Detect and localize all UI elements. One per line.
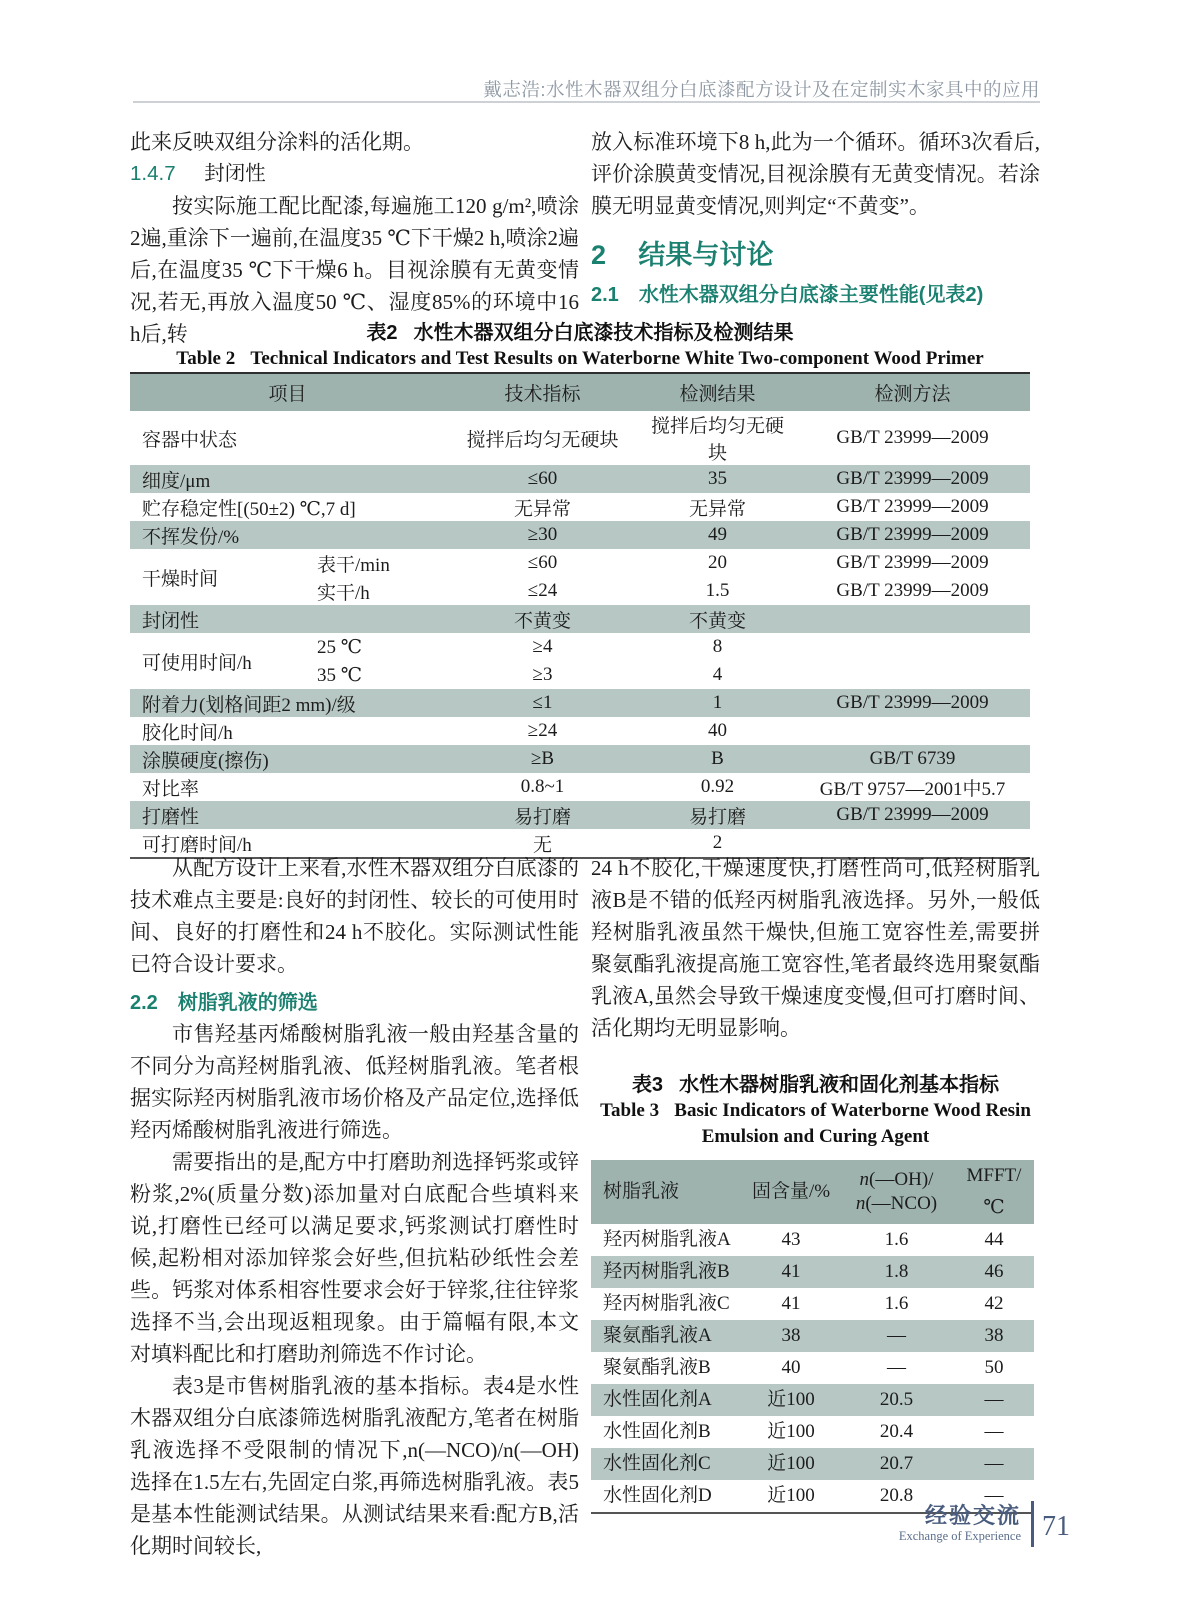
heading-number: 2.1 bbox=[591, 284, 619, 306]
table-cell: GB/T 23999—2009 bbox=[836, 552, 989, 573]
heading-number: 1.4.7 bbox=[130, 162, 176, 185]
paragraph: 需要指出的是,配方中打磨助剂选择钙浆或锌粉浆,2%(质量分数)添加量对白底配合些填料来说,打磨性已经可以满足要求,钙浆测试打磨性时候,起粉相对添加锌浆会好些,但抗粘砂纸性会差些。钙浆对体系相容性要求会好于锌浆,往往锌浆选择不当,会出现返粗现象。由于篇幅有限,本文对填料配比和打磨助剂筛选不作讨论。 bbox=[130, 1150, 579, 1366]
table-row bbox=[130, 633, 1030, 661]
table-cell: 42 bbox=[984, 1293, 1004, 1314]
table-row bbox=[591, 1448, 1034, 1480]
caption-text: 水性木器双组分白底漆技术指标及检测结果 bbox=[413, 322, 794, 344]
table-cell: — bbox=[984, 1421, 1004, 1442]
left-column-mid bbox=[130, 852, 579, 1562]
heading-number: 2 bbox=[591, 240, 607, 270]
table-row bbox=[130, 717, 1030, 745]
table-cell: 35 ℃ bbox=[317, 664, 363, 686]
table-cell: 2 bbox=[712, 832, 723, 853]
table-cell: ≤60 bbox=[445, 465, 640, 493]
column-header: MFFT/℃ bbox=[954, 1160, 1034, 1224]
heading-title: 封闭性 bbox=[204, 162, 266, 185]
table-cell: GB/T 23999—2009 bbox=[836, 580, 989, 601]
table-cell: ≥30 bbox=[445, 521, 640, 549]
paragraph: 24 h不胶化,干燥速度快,打磨性尚可,低羟树脂乳液B是不错的低羟丙树脂乳液选择。另外,一般低羟树脂乳液虽然干燥快,但施工宽容性差,需要拼聚氨酯乳液提高施工宽容性,笔者最终选用聚氨酯乳液A,虽然会导致干燥速度变慢,但可打磨时间、活化期均无明显影响。 bbox=[591, 856, 1040, 1040]
table-cell: 聚氨酯乳液A bbox=[591, 1320, 743, 1352]
table-row bbox=[130, 521, 1030, 549]
table3 bbox=[591, 1160, 1034, 1514]
table-cell: 1.6 bbox=[884, 1293, 909, 1314]
table-cell: 1.8 bbox=[839, 1256, 954, 1288]
paragraph: 放入标准环境下8 h,此为一个循环。循环3次看后,评价涂膜黄变情况,目视涂膜有无黄变情况。若涂膜无明显黄变情况,则判定“不黄变”。 bbox=[591, 130, 1040, 218]
table-cell: 20 bbox=[708, 552, 728, 573]
table-row bbox=[130, 801, 1030, 829]
table3-caption-cn bbox=[591, 1072, 1040, 1098]
table-cell: 20.4 bbox=[879, 1421, 914, 1442]
column-header: 树脂乳液 bbox=[591, 1160, 743, 1224]
column-header: 技术指标 bbox=[445, 373, 640, 411]
table-row bbox=[130, 773, 1030, 801]
paragraph: 从配方设计上来看,水性木器双组分白底漆的技术难点主要是:良好的封闭性、较长的可使用时间、良好的打磨性和24 h不胶化。实际测试性能已符合设计要求。 bbox=[130, 856, 579, 976]
table-cell: GB/T 23999—2009 bbox=[795, 689, 1030, 717]
header-rule bbox=[133, 101, 1040, 103]
table-cell: 容器中状态 bbox=[142, 429, 238, 451]
table-cell: — bbox=[887, 1357, 906, 1378]
table-cell: 封闭性 bbox=[130, 605, 445, 633]
table-cell: 0.8~1 bbox=[520, 776, 565, 797]
caption-label: Table 3 bbox=[600, 1100, 660, 1121]
paragraph: 此来反映双组分涂料的活化期。 bbox=[130, 130, 424, 154]
footer-section-cn: 经验交流 bbox=[924, 1503, 1021, 1528]
table-cell: — bbox=[954, 1448, 1034, 1480]
table-cell: 20.7 bbox=[839, 1448, 954, 1480]
table-row bbox=[130, 493, 1030, 521]
table-cell: GB/T 9757—2001中5.7 bbox=[819, 778, 1006, 800]
table-cell: 1.5 bbox=[705, 580, 730, 601]
table-cell: 近100 bbox=[743, 1448, 839, 1480]
table-cell: 40 bbox=[708, 720, 728, 741]
table2-wrapper bbox=[130, 372, 1030, 859]
column-header: 检测方法 bbox=[795, 373, 1030, 411]
table-cell: 44 bbox=[984, 1229, 1004, 1250]
table3-header-row bbox=[591, 1160, 1034, 1224]
table2-header-row bbox=[130, 373, 1030, 411]
right-column-mid bbox=[591, 852, 1040, 1514]
table-cell: 水性固化剂C bbox=[591, 1448, 743, 1480]
table-cell: 不挥发份/% bbox=[130, 521, 445, 549]
table-cell: ≤1 bbox=[445, 689, 640, 717]
table2-caption bbox=[130, 320, 1030, 372]
table-cell: 不黄变 bbox=[640, 605, 795, 633]
table-cell: 50 bbox=[984, 1357, 1004, 1378]
table3-caption bbox=[591, 1072, 1040, 1150]
table-cell: 41 bbox=[781, 1293, 801, 1314]
table-cell: 无 bbox=[533, 834, 553, 856]
table-cell: 43 bbox=[781, 1229, 801, 1250]
table-cell: 干燥时间 bbox=[142, 568, 219, 590]
table3-caption-en-line1 bbox=[591, 1098, 1040, 1124]
table-cell: ≥3 bbox=[532, 664, 553, 685]
paragraph: 表3是市售树脂乳液的基本指标。表4是水性木器双组分白底漆筛选树脂乳液配方,笔者在树脂乳液选择不受限制的情况下,n(—NCO)/n(—OH)选择在1.5左右,先固定白浆,再筛选树脂乳液。表5是基本性能测试结果。从测试结果来看:配方B,活化期时间较长, bbox=[130, 1374, 579, 1558]
table-cell: 46 bbox=[954, 1256, 1034, 1288]
heading-title: 结果与讨论 bbox=[638, 240, 774, 270]
table-cell: GB/T 23999—2009 bbox=[795, 521, 1030, 549]
table-cell bbox=[795, 661, 1030, 689]
page-number: 71 bbox=[1042, 1511, 1070, 1542]
table-cell: 羟丙树脂乳液A bbox=[603, 1229, 731, 1250]
table-cell: 不黄变 bbox=[445, 605, 640, 633]
table-row bbox=[591, 1352, 1034, 1384]
table-row bbox=[591, 1256, 1034, 1288]
table-cell: 近100 bbox=[767, 1421, 815, 1442]
table-row bbox=[130, 605, 1030, 633]
table-cell: 25 ℃ bbox=[317, 636, 363, 658]
footer-divider bbox=[1031, 1501, 1034, 1547]
table-cell: 羟丙树脂乳液B bbox=[591, 1256, 743, 1288]
table-cell bbox=[795, 633, 1030, 661]
table-cell: 表干/min bbox=[317, 554, 390, 576]
table2-caption-en bbox=[130, 346, 1030, 372]
table-cell: 近100 bbox=[767, 1485, 815, 1506]
table-cell: ≥24 bbox=[527, 720, 558, 741]
right-column-top bbox=[591, 126, 1040, 310]
caption-text: 水性木器树脂乳液和固化剂基本指标 bbox=[679, 1074, 1000, 1096]
caption-label: Table 2 bbox=[176, 348, 236, 369]
table-cell bbox=[795, 605, 1030, 633]
table-cell: — bbox=[984, 1485, 1004, 1506]
heading-2-1 bbox=[591, 280, 1040, 310]
paragraph: 市售羟基丙烯酸树脂乳液一般由羟基含量的不同分为高羟树脂乳液、低羟树脂乳液。笔者根据实际羟丙树脂乳液市场价格及产品定位,选择低羟丙烯酸树脂乳液进行筛选。 bbox=[130, 1022, 579, 1142]
table-cell: 聚氨酯乳液B bbox=[603, 1357, 711, 1378]
table-row bbox=[130, 745, 1030, 773]
table-row bbox=[130, 411, 1030, 465]
table-cell: 无异常 bbox=[689, 498, 747, 520]
column-header: 固含量/% bbox=[743, 1160, 839, 1224]
column-header: 项目 bbox=[130, 373, 445, 411]
table-cell: 细度/μm bbox=[130, 465, 445, 493]
table2 bbox=[130, 372, 1030, 859]
footer-section-en: Exchange of Experience bbox=[898, 1529, 1021, 1543]
column-header: 检测结果 bbox=[640, 373, 795, 411]
table-cell: 20.8 bbox=[879, 1485, 914, 1506]
table-cell: 近100 bbox=[743, 1384, 839, 1416]
table2-caption-cn bbox=[130, 320, 1030, 346]
table-cell: GB/T 6739 bbox=[795, 745, 1030, 773]
heading-number: 2.2 bbox=[130, 992, 158, 1014]
table-cell: 搅拌后均匀无硬块 bbox=[466, 429, 619, 451]
table-cell: GB/T 23999—2009 bbox=[795, 465, 1030, 493]
table-cell: 49 bbox=[640, 521, 795, 549]
left-column-top bbox=[130, 126, 579, 350]
table-cell: 易打磨 bbox=[445, 801, 640, 829]
table-cell: 38 bbox=[954, 1320, 1034, 1352]
table-cell: 35 bbox=[640, 465, 795, 493]
table-cell: 38 bbox=[743, 1320, 839, 1352]
heading-2-2 bbox=[130, 988, 579, 1018]
caption-text: Technical Indicators and Test Results on Waterborne White Two-component Wood Primer bbox=[250, 348, 984, 369]
caption-label: 表3 bbox=[631, 1074, 664, 1096]
caption-text: Basic Indicators of Waterborne Wood Resin bbox=[674, 1100, 1031, 1121]
table-cell: ≤60 bbox=[527, 552, 558, 573]
table-cell: 1.6 bbox=[884, 1229, 909, 1250]
heading-title: 水性木器双组分白底漆主要性能(见表2) bbox=[638, 284, 984, 306]
table-cell: ≥B bbox=[445, 745, 640, 773]
footer bbox=[820, 1496, 1070, 1552]
table-cell: ≥4 bbox=[532, 636, 553, 657]
table-cell: 打磨性 bbox=[130, 801, 445, 829]
column-header bbox=[839, 1160, 954, 1224]
table-cell bbox=[795, 717, 1030, 745]
table-cell: — bbox=[954, 1384, 1034, 1416]
table-cell: 可打磨时间/h bbox=[142, 834, 252, 856]
ratio-numerator: n(—OH)/ bbox=[859, 1169, 934, 1190]
table-cell: 4 bbox=[712, 664, 723, 685]
table3-caption-en-line2: Emulsion and Curing Agent bbox=[701, 1126, 930, 1147]
table-cell: 无异常 bbox=[514, 498, 572, 520]
table-cell: 贮存稳定性[(50±2) ℃,7 d] bbox=[142, 498, 356, 520]
table-cell: — bbox=[839, 1320, 954, 1352]
ratio-denominator: n(—NCO) bbox=[855, 1193, 938, 1214]
table-cell: 搅拌后均匀无硬块 bbox=[651, 416, 785, 464]
table-cell: 40 bbox=[781, 1357, 801, 1378]
table-cell: B bbox=[640, 745, 795, 773]
table-cell: 羟丙树脂乳液C bbox=[603, 1293, 730, 1314]
table-cell: 41 bbox=[743, 1256, 839, 1288]
table-cell: GB/T 23999—2009 bbox=[836, 496, 989, 517]
table-row bbox=[591, 1224, 1034, 1256]
table-cell: ≤24 bbox=[527, 580, 558, 601]
table-row bbox=[130, 689, 1030, 717]
table-row bbox=[591, 1320, 1034, 1352]
table-cell: 胶化时间/h bbox=[142, 722, 233, 744]
heading-title: 树脂乳液的筛选 bbox=[177, 992, 318, 1014]
heading-1-4-7 bbox=[130, 158, 579, 190]
table-cell: 附着力(划格间距2 mm)/级 bbox=[130, 689, 445, 717]
table-row bbox=[591, 1384, 1034, 1416]
caption-label: 表2 bbox=[366, 322, 398, 344]
table-cell: 水性固化剂B bbox=[603, 1421, 711, 1442]
table-cell: 水性固化剂A bbox=[591, 1384, 743, 1416]
table-cell: 8 bbox=[712, 636, 723, 657]
table-row bbox=[591, 1288, 1034, 1320]
footer-section-labels bbox=[899, 1504, 1021, 1544]
table-row bbox=[130, 465, 1030, 493]
table-cell: 对比率 bbox=[142, 778, 200, 800]
paragraph: 按实际施工配比配漆,每遍施工120 g/m²,喷涂2遍,重涂下一遍前,在温度35 ℃下干燥2 h,喷涂2遍后,在温度35 ℃下干燥6 h。目视涂膜有无黄变情况,若无,再放入温度50 ℃、湿度85%的环境中16 h后,转 bbox=[130, 194, 579, 346]
table-cell: 可使用时间/h bbox=[142, 652, 252, 674]
table-cell: GB/T 23999—2009 bbox=[836, 427, 989, 448]
table-cell: 水性固化剂D bbox=[603, 1485, 712, 1506]
table-cell: GB/T 23999—2009 bbox=[795, 801, 1030, 829]
table-row bbox=[591, 1416, 1034, 1448]
running-head: 戴志浩:水性木器双组分白底漆配方设计及在定制实木家具中的应用 bbox=[483, 79, 1040, 100]
heading-section-2 bbox=[591, 238, 1040, 272]
table-cell: 0.92 bbox=[700, 776, 735, 797]
table-cell: 易打磨 bbox=[640, 801, 795, 829]
table-cell: 1 bbox=[640, 689, 795, 717]
table-row bbox=[130, 549, 1030, 577]
table-cell: 20.5 bbox=[839, 1384, 954, 1416]
table-cell: 涂膜硬度(擦伤) bbox=[130, 745, 445, 773]
table-cell: 实干/h bbox=[317, 582, 370, 604]
